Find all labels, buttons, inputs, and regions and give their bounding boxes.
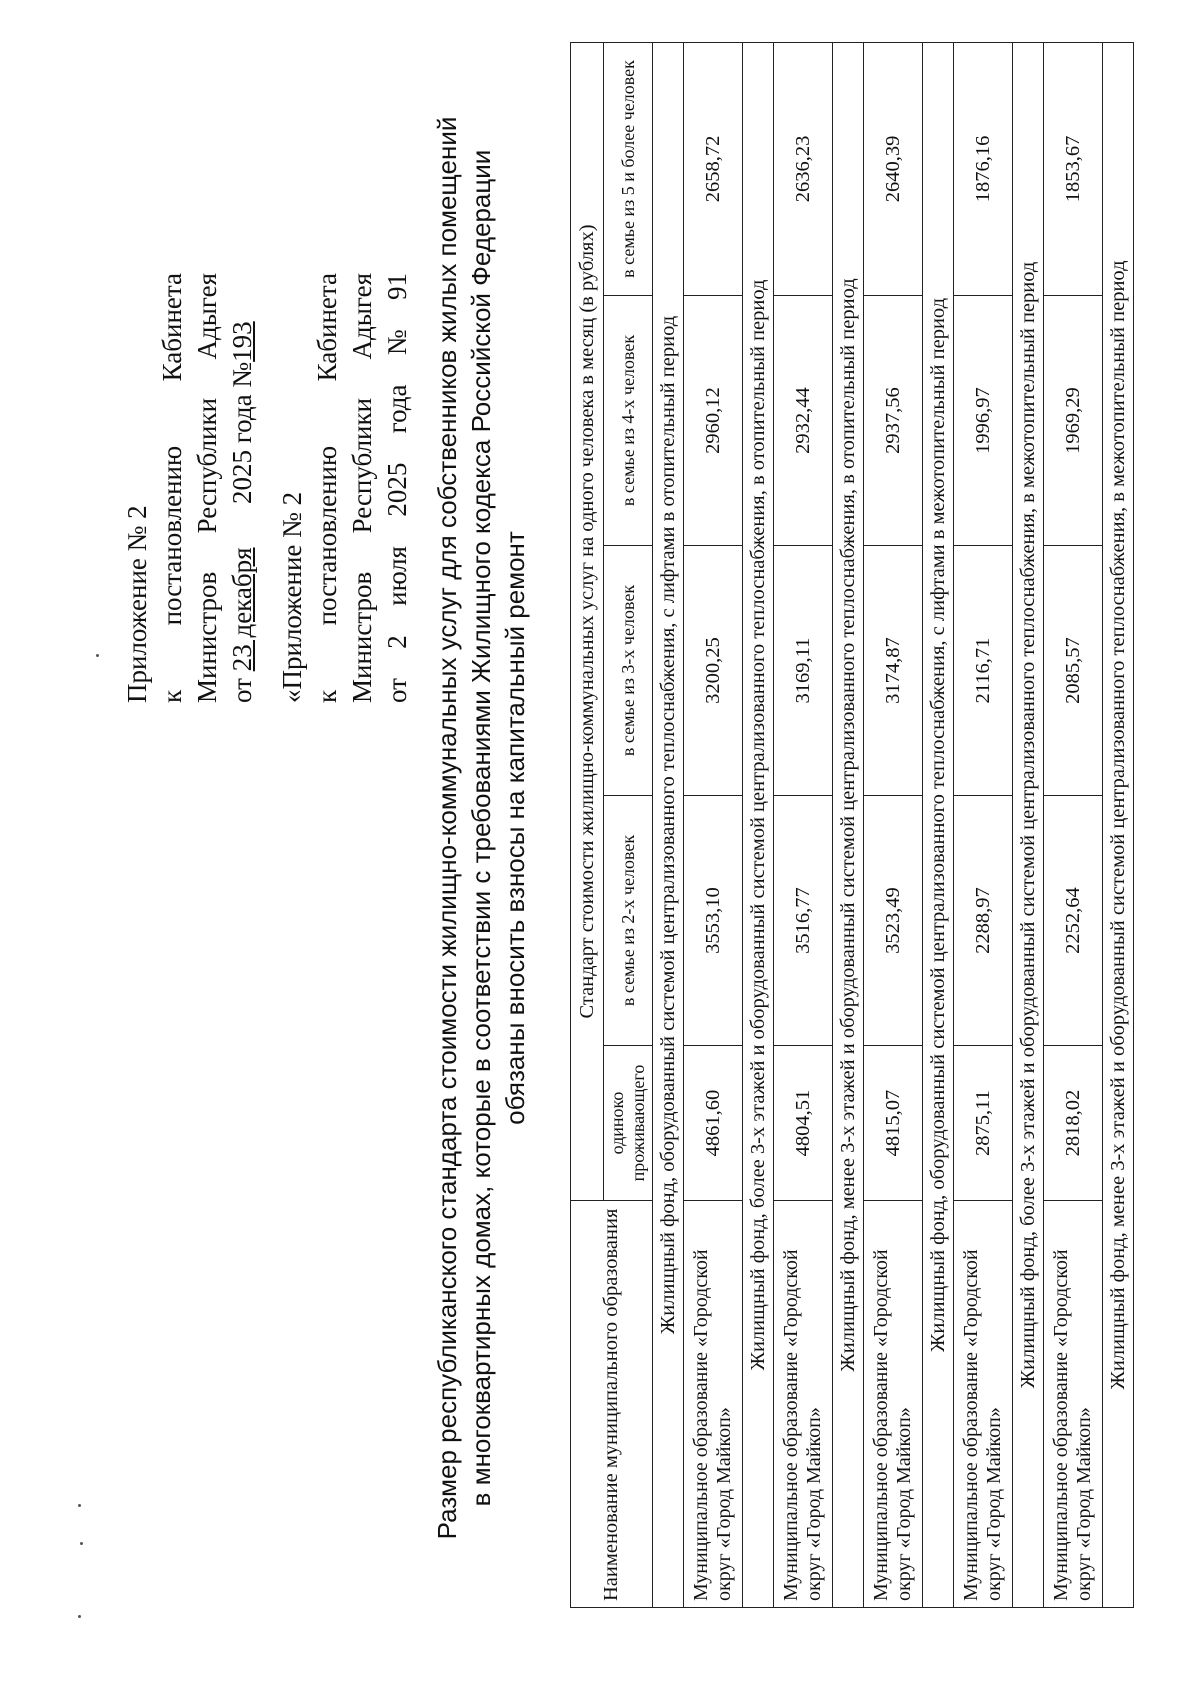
appendix-new-line2 xyxy=(155,273,190,703)
appendix-new-line3 xyxy=(190,273,225,703)
cost-family-4: 1996,97 xyxy=(954,296,1013,546)
cost-single: 2818,02 xyxy=(1044,1046,1103,1201)
municipality-name: Муниципальное образование «Городской округ «Город Майкоп» xyxy=(774,1201,833,1608)
section-row xyxy=(743,42,774,1607)
appendix-old-word: Министров xyxy=(347,571,377,703)
appendix-new-word: Кабинета xyxy=(157,273,187,382)
table-row xyxy=(1044,42,1103,1607)
scan-speck xyxy=(78,1504,81,1507)
appendix-new-word: постановлению xyxy=(157,445,187,626)
cost-family-4: 2937,56 xyxy=(864,296,923,546)
scan-speck xyxy=(80,1542,83,1545)
appendix-new-word: от xyxy=(227,678,257,703)
appendix-new-word: Адыгея xyxy=(192,273,222,360)
cost-family-5plus: 2636,23 xyxy=(774,42,833,295)
cost-family-5plus: 2658,72 xyxy=(684,42,743,295)
appendix-new-word: Министров xyxy=(192,571,222,703)
cost-family-5plus: 2640,39 xyxy=(864,42,923,295)
appendix-old-block xyxy=(275,273,415,703)
table-row xyxy=(954,42,1013,1607)
appendix-old-word: к xyxy=(312,689,342,703)
section-row xyxy=(1103,42,1134,1607)
cost-family-2: 3523,49 xyxy=(864,796,923,1046)
appendix-new-line1: Приложение № 2 xyxy=(122,505,152,703)
cost-family-2: 3516,77 xyxy=(774,796,833,1046)
table-row xyxy=(774,42,833,1607)
cost-family-3: 3200,25 xyxy=(684,546,743,796)
appendix-old-word: от xyxy=(382,678,412,703)
cost-family-3: 3174,87 xyxy=(864,546,923,796)
appendix-old-line2 xyxy=(310,273,345,703)
appendix-old-line1: «Приложение № 2 xyxy=(277,491,307,703)
document-title-line: обязаны вносить взносы на капитальный ремонт xyxy=(500,531,530,1125)
document-title-line: Размер республиканского стандарта стоимости жилищно-коммунальных услуг для собственников жилых помещений xyxy=(432,116,462,1540)
appendix-old-word: 2025 xyxy=(382,462,412,517)
section-row xyxy=(923,42,954,1607)
municipality-name: Муниципальное образование «Городской округ «Город Майкоп» xyxy=(684,1201,743,1608)
appendix-old-word: постановлению xyxy=(312,445,342,626)
cost-single: 2875,11 xyxy=(954,1046,1013,1201)
appendix-old-word: июля xyxy=(382,546,412,606)
section-row xyxy=(653,42,684,1607)
appendix-new-block xyxy=(120,273,260,703)
table-row xyxy=(864,42,923,1607)
cost-single: 4815,07 xyxy=(864,1046,923,1201)
appendix-new-word: 2025 года № xyxy=(227,361,257,504)
cost-family-5plus: 1853,67 xyxy=(1044,42,1103,295)
appendix-new-line4 xyxy=(225,273,260,703)
table-row xyxy=(684,42,743,1607)
appendix-old-word: 2 xyxy=(382,635,412,649)
document-title-line: в многоквартирных домах, которые в соответствии с требованиями Жилищного кодекса Российской Федерации xyxy=(466,149,496,1507)
section-row xyxy=(833,42,864,1607)
cost-family-3: 2116,71 xyxy=(954,546,1013,796)
cost-family-2: 2288,97 xyxy=(954,796,1013,1046)
appendix-new-date: 23 декабря xyxy=(227,547,257,672)
appendix-old-word: 91 xyxy=(382,273,412,301)
appendix-old-word: Кабинета xyxy=(312,273,342,382)
appendix-old-word: № xyxy=(382,329,412,356)
cost-family-5plus: 1876,16 xyxy=(954,42,1013,295)
appendix-new-number: 193 xyxy=(227,321,257,362)
cost-standard-table xyxy=(570,42,1134,1608)
municipality-name: Муниципальное образование «Городской округ «Город Майкоп» xyxy=(954,1201,1013,1608)
appendix-old-word: Адыгея xyxy=(347,273,377,360)
cost-family-2: 2252,64 xyxy=(1044,796,1103,1046)
column-header-family-5plus: в семье из 5 и более человек xyxy=(604,42,653,295)
cost-family-4: 2960,12 xyxy=(684,296,743,546)
scan-speck xyxy=(78,1615,81,1618)
section-title: Жилищный фонд, более 3-х этажей и оборудованный системой централизованного теплоснабжения, в отопительный период xyxy=(743,42,774,1607)
document-title xyxy=(430,48,532,1608)
municipality-name: Муниципальное образование «Городской округ «Город Майкоп» xyxy=(1044,1201,1103,1608)
scan-speck xyxy=(96,654,99,657)
column-header-family-4: в семье из 4-х человек xyxy=(604,296,653,546)
section-title: Жилищный фонд, менее 3-х этажей и оборудованный системой централизованного теплоснабжения, в отопительный период xyxy=(833,42,864,1607)
cost-family-2: 3553,10 xyxy=(684,796,743,1046)
section-title: Жилищный фонд, оборудованный системой централизованного теплоснабжения, с лифтами в межотопительный период xyxy=(923,42,954,1607)
appendix-new-word: к xyxy=(157,689,187,703)
cost-group-header: Стандарт стоимости жилищно-коммунальных услуг на одного человека в месяц (в рублях) xyxy=(571,42,604,1200)
column-header-single: одиноко проживающего xyxy=(604,1046,653,1201)
section-title: Жилищный фонд, менее 3-х этажей и оборудованный системой централизованного теплоснабжения, в межотопительный период xyxy=(1103,42,1134,1607)
cost-family-4: 1969,29 xyxy=(1044,296,1103,546)
column-header-family-2: в семье из 2-х человек xyxy=(604,796,653,1046)
cost-family-4: 2932,44 xyxy=(774,296,833,546)
section-row xyxy=(1013,42,1044,1607)
cost-single: 4804,51 xyxy=(774,1046,833,1201)
appendix-old-line3 xyxy=(345,273,380,703)
column-header-family-3: в семье из 3-х человек xyxy=(604,546,653,796)
section-title: Жилищный фонд, более 3-х этажей и оборудованный системой централизованного теплоснабжения, в межотопительный период xyxy=(1013,42,1044,1607)
cost-single: 4861,60 xyxy=(684,1046,743,1201)
table-header-row xyxy=(571,42,604,1607)
section-title: Жилищный фонд, оборудованный системой централизованного теплоснабжения, с лифтами в отопительный период xyxy=(653,42,684,1607)
appendix-old-word: года xyxy=(382,384,412,434)
cost-family-3: 3169,11 xyxy=(774,546,833,796)
appendix-old-line4 xyxy=(380,273,415,703)
municipality-name: Муниципальное образование «Городской округ «Город Майкоп» xyxy=(864,1201,923,1608)
municipality-column-header: Наименование муниципального образования xyxy=(571,1201,653,1608)
appendix-old-word: Республики xyxy=(347,397,377,534)
cost-family-3: 2085,57 xyxy=(1044,546,1103,796)
appendix-new-word: Республики xyxy=(192,397,222,534)
